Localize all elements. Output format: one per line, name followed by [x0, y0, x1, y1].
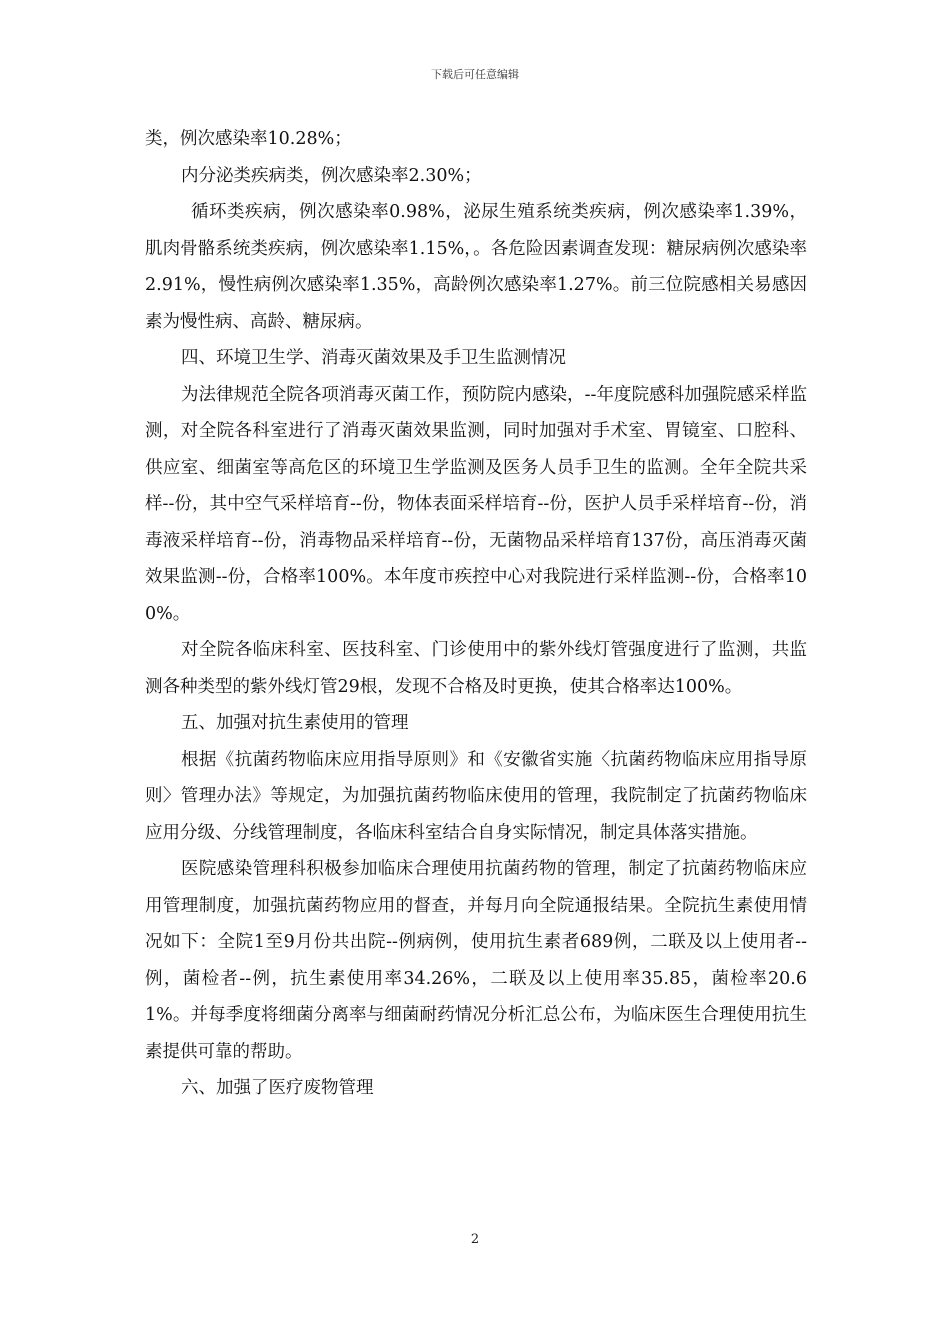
paragraph-antibiotic-usage-stats: 医院感染管理科积极参加临床合理使用抗菌药物的管理，制定了抗菌药物临床应用管理制度，加强抗菌药物应用的督查，并每月向全院通报结果。全院抗生素使用情况如下：全院1至9月份共出院--例病例，使用抗生素者689例，二联及以上使用者--例，菌检者--例，抗生素使用率34.26%，二联及以上使用率35.85，菌检率20.61%。并每季度将细菌分离率与细菌耐药情况分析汇总公布，为临床医生合理使用抗生素提供可靠的帮助。	[145, 859, 807, 1062]
paragraph-risk-factors: 循环类疾病，例次感染率0.98%，泌尿生殖系统类疾病，例次感染率1.39%，肌肉骨骼系统类疾病，例次感染率1.15%，。各危险因素调查发现：糖尿病例次感染率2.91%，慢性病例次感染率1.35%，高龄例次感染率1.27%。前三位院感相关易感因素为慢性病、高龄、糖尿病。	[145, 202, 807, 332]
page-header: 下载后可任意编辑	[431, 68, 519, 81]
section-heading-medical-waste: 六、加强了医疗废物管理	[181, 1078, 374, 1098]
paragraph-infection-rate-continued: 类，例次感染率10.28%；	[145, 129, 352, 149]
section-heading-environment-hygiene: 四、环境卫生学、消毒灭菌效果及手卫生监测情况	[181, 348, 566, 368]
paragraph-antibiotic-guidelines: 根据《抗菌药物临床应用指导原则》和《安徽省实施〈抗菌药物临床应用指导原则〉管理办法》等规定，为加强抗菌药物临床使用的管理，我院制定了抗菌药物临床应用分级、分线管理制度，各临床科室结合自身实际情况，制定具体落实措施。	[145, 749, 807, 843]
document-body	[145, 121, 807, 1107]
paragraph-endocrine-rate: 内分泌类疾病类，例次感染率2.30%；	[181, 165, 482, 186]
section-heading-antibiotic-management: 五、加强对抗生素使用的管理	[181, 713, 409, 733]
page-number: 2	[470, 1232, 480, 1247]
paragraph-uv-lamp-monitoring: 对全院各临床科室、医技科室、门诊使用中的紫外线灯管强度进行了监测，共监测各种类型的紫外线灯管29根，发现不合格及时更换，使其合格率达100%。	[145, 640, 807, 697]
paragraph-disinfection-monitoring: 为法律规范全院各项消毒灭菌工作，预防院内感染，--年度院感科加强院感采样监测，对全院各科室进行了消毒灭菌效果监测，同时加强对手术室、胃镜室、口腔科、供应室、细菌室等高危区的环境卫生学监测及医务人员手卫生的监测。全年全院共采样--份，其中空气采样培育--份，物体表面采样培育--份，医护人员手采样培育--份，消毒液采样培育--份，消毒物品采样培育--份，无菌物品采样培育137份，高压消毒灭菌效果监测--份，合格率100%。本年度市疾控中心对我院进行采样监测--份，合格率100%。	[145, 384, 807, 624]
